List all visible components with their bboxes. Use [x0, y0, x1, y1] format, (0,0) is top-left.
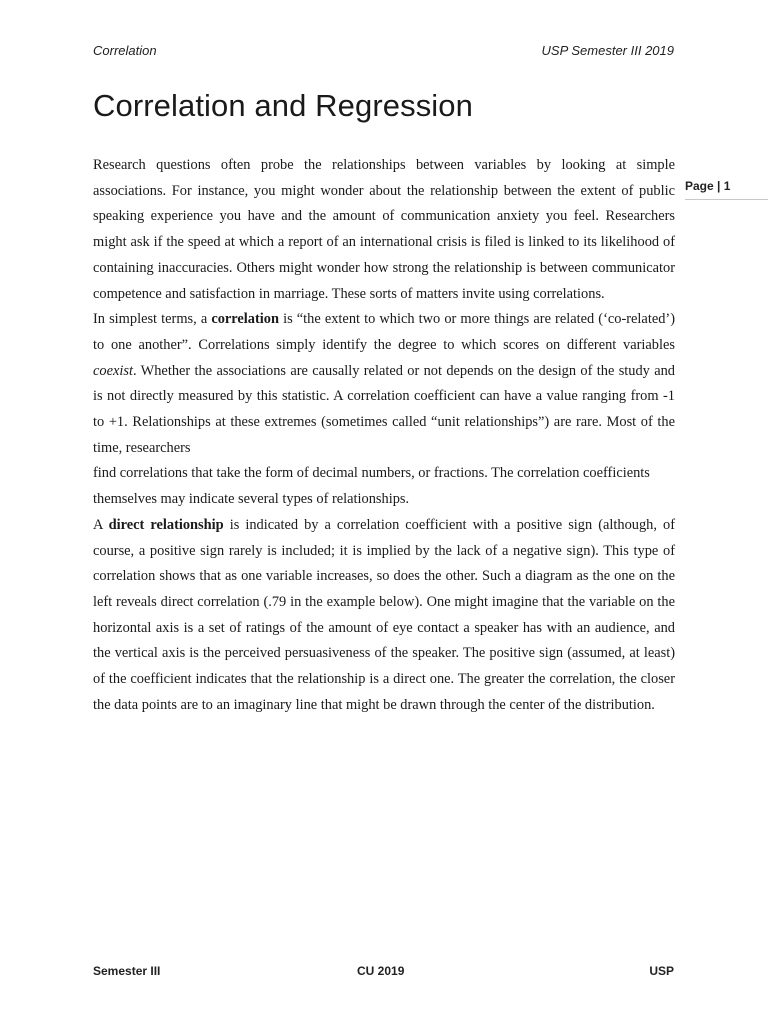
header-left: Correlation — [93, 43, 157, 58]
document-body — [93, 153, 675, 718]
footer-left: Semester III — [93, 964, 161, 978]
paragraph-direct-text-b: is indicated by a correlation coefficient with a positive sign (although, of course, a positive sign rarely is included; it is implied by the lack of a negative sign). This type of correlation shows that as one variable increases, so does the other. Such a diagram as the one on the left reveals direct correlation (.79 in the example below). One might imagine that the variable on the horizontal axis is a set of ratings of the amount of eye contact a speaker has with an audience, and the vertical axis is the perceived persuasiveness of the speaker. The positive sign (assumed, at least) of the coefficient indicates that the relationship is a direct one. The greater the correlation, the closer the data points are to an imaginary line that might be drawn through the center of the distribution. — [93, 516, 675, 713]
paragraph-definition-text-c: . Whether the associations are causally related or not depends on the design of the study and is not directly measured by this statistic. A correlation coefficient can have a value ranging from -1 to +1. Relationships at these extremes (sometimes called “unit relationships”) are rare. Most of the time, researchers — [93, 362, 675, 456]
term-direct-relationship: direct relationship — [108, 516, 224, 533]
header-right: USP Semester III 2019 — [541, 43, 674, 58]
term-correlation: correlation — [211, 311, 279, 328]
paragraph-definition-text-a: In simplest terms, a — [93, 311, 212, 328]
paragraph-definition — [93, 307, 675, 461]
paragraph-direct-relationship — [93, 513, 675, 719]
paragraph-decimals: find correlations that take the form of decimal numbers, or fractions. The correlation coefficients themselves may indicate several types of relationships. — [93, 465, 650, 508]
paragraph-definition-text-b: is “the extent to which two or more things are related (‘co-related’) to one another”. Correlations simply identify the degree to which scores on different variables — [93, 311, 675, 353]
page-title: Correlation and Regression — [93, 88, 473, 123]
footer-center: CU 2019 — [357, 964, 405, 978]
paragraph-intro: Research questions often probe the relationships between variables by looking at simple associations. For instance, you might wonder about the relationship between the extent of public speaking experience you have and the amount of communication anxiety you feel. Researchers might ask if the speed at which a report of an international crisis is filed is linked to its likelihood of containing inaccuracies. Others might wonder how strong the relationship is between communicator competence and satisfaction in marriage. These sorts of matters invite using correlations. — [93, 157, 675, 302]
paragraph-direct-text-a: A — [93, 516, 109, 533]
term-coexist: coexist — [93, 362, 133, 379]
page-number: Page | 1 — [685, 179, 768, 200]
footer-right: USP — [649, 964, 674, 978]
